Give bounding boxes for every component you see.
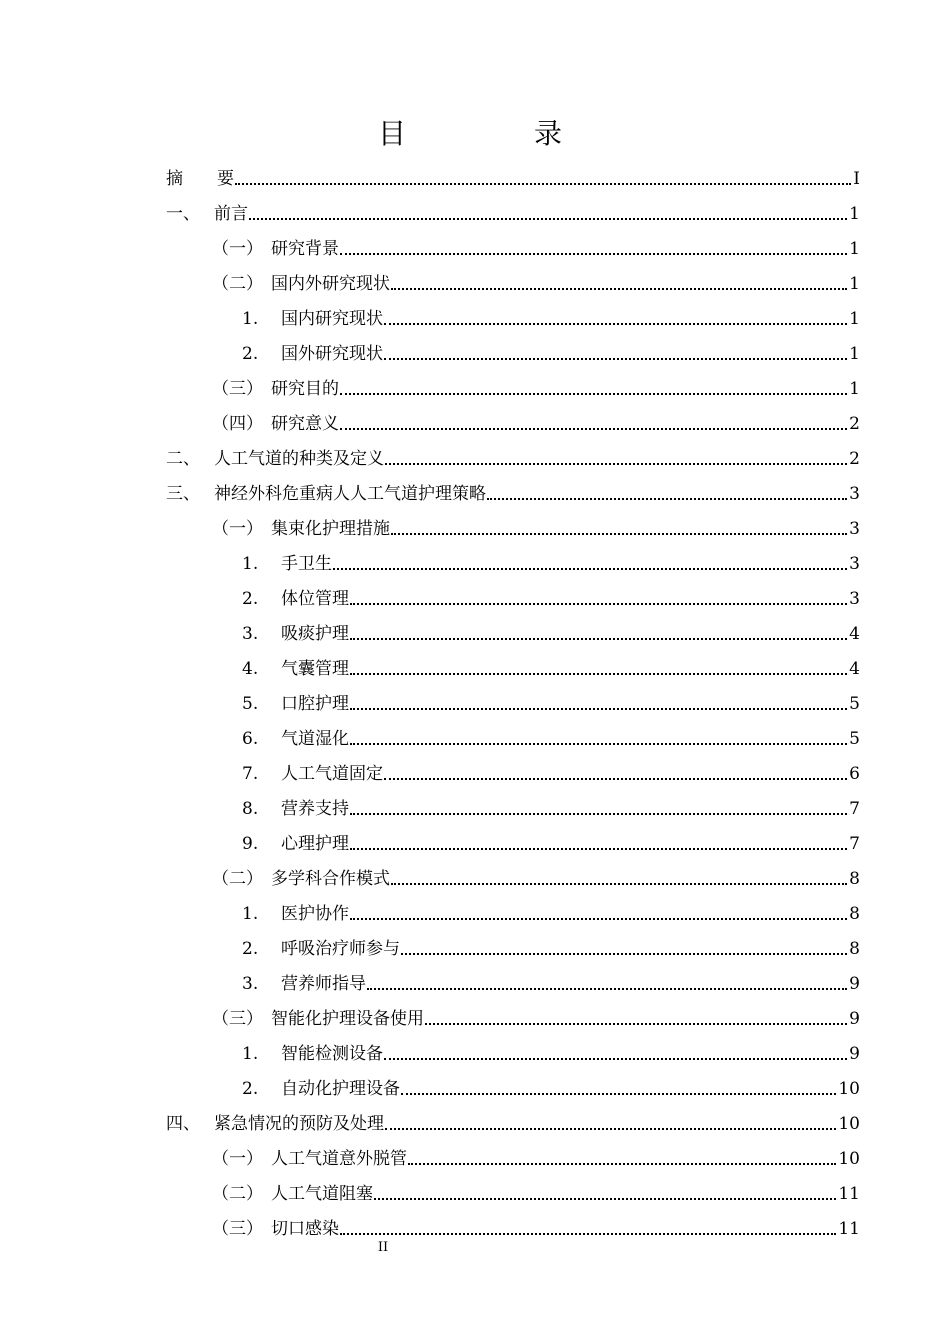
- toc-entry-number: 4.: [242, 659, 259, 679]
- toc-entry-number: 摘 要: [166, 169, 234, 189]
- dot-leader: [340, 1232, 836, 1235]
- dot-leader: [384, 1057, 847, 1060]
- toc-entry-title: 营养师指导: [281, 974, 366, 994]
- toc-entry[interactable]: [212, 370, 860, 400]
- toc-entry-page: 1: [849, 274, 860, 294]
- toc-entry-title: 紧急情况的预防及处理: [214, 1114, 384, 1134]
- toc-entry-title: 手卫生: [281, 554, 332, 574]
- toc-entry-page: 3: [849, 519, 860, 539]
- dot-leader: [408, 1162, 836, 1165]
- toc-entry-page: 4: [849, 659, 860, 679]
- toc-entry-title: 气道湿化: [281, 729, 349, 749]
- dot-leader: [385, 1127, 836, 1130]
- toc-entry-number: 2.: [242, 589, 259, 609]
- toc-entry[interactable]: [166, 160, 860, 190]
- toc-entry[interactable]: [166, 195, 860, 225]
- toc-entry[interactable]: [242, 580, 860, 610]
- toc-entry-number: （一）: [212, 1149, 263, 1169]
- toc-entry-title: 切口感染: [271, 1219, 339, 1239]
- toc-entry-title: 气囊管理: [281, 659, 349, 679]
- toc-entry[interactable]: [212, 1175, 860, 1205]
- toc-entry-page: 10: [838, 1114, 860, 1134]
- dot-leader: [350, 742, 847, 745]
- toc-entry-number: 5.: [242, 694, 259, 714]
- toc-entry-page: 1: [849, 309, 860, 329]
- toc-entry-page: 5: [849, 694, 860, 714]
- dot-leader: [350, 602, 847, 605]
- toc-entry-title: 体位管理: [281, 589, 349, 609]
- toc-entry[interactable]: [212, 1140, 860, 1170]
- toc-entry-number: （三）: [212, 1009, 263, 1029]
- toc-entry-title: 国内外研究现状: [271, 274, 390, 294]
- dot-leader: [391, 287, 847, 290]
- toc-entry-page: 2: [849, 449, 860, 469]
- toc-entry[interactable]: [242, 1035, 860, 1065]
- toc-entry-number: 9.: [242, 834, 259, 854]
- toc-entry-title: 自动化护理设备: [281, 1079, 400, 1099]
- toc-entry-page: 3: [849, 484, 860, 504]
- toc-entry[interactable]: [242, 650, 860, 680]
- dot-leader: [340, 392, 847, 395]
- toc-entry-title: 呼吸治疗师参与: [281, 939, 400, 959]
- toc-entry-page: 1: [849, 379, 860, 399]
- toc-entry[interactable]: [212, 860, 860, 890]
- toc-entry-page: 2: [849, 414, 860, 434]
- toc-entry-title: 人工气道意外脱管: [271, 1149, 407, 1169]
- dot-leader: [340, 427, 847, 430]
- toc-entry-page: 1: [849, 204, 860, 224]
- toc-entry-number: （二）: [212, 274, 263, 294]
- toc-entry-title: 集束化护理措施: [271, 519, 390, 539]
- toc-entry[interactable]: [242, 335, 860, 365]
- toc-entry-number: 1.: [242, 309, 259, 329]
- toc-entry-page: 5: [849, 729, 860, 749]
- toc-entry-number: 3.: [242, 624, 259, 644]
- toc-entry[interactable]: [242, 685, 860, 715]
- dot-leader: [384, 322, 847, 325]
- toc-entry[interactable]: [242, 615, 860, 645]
- toc-entry-page: 3: [849, 589, 860, 609]
- toc-entry-page: 9: [849, 1009, 860, 1029]
- toc-entry-title: 神经外科危重病人人工气道护理策略: [214, 484, 486, 504]
- toc-entry-title: 国内研究现状: [281, 309, 383, 329]
- dot-leader: [487, 497, 847, 500]
- toc-entry-title: 吸痰护理: [281, 624, 349, 644]
- toc-entry-title: 人工气道阻塞: [271, 1184, 373, 1204]
- dot-leader: [367, 987, 847, 990]
- toc-entry-number: 3.: [242, 974, 259, 994]
- toc-entry-title: 研究目的: [271, 379, 339, 399]
- toc-entry-number: 8.: [242, 799, 259, 819]
- toc-entry-number: （一）: [212, 519, 263, 539]
- dot-leader: [350, 707, 847, 710]
- toc-entry-number: 1.: [242, 554, 259, 574]
- toc-entry-title: 智能化护理设备使用: [271, 1009, 424, 1029]
- toc-entry-page: 9: [849, 974, 860, 994]
- dot-leader: [425, 1022, 847, 1025]
- toc-entry[interactable]: [242, 930, 860, 960]
- toc-entry-number: 2.: [242, 344, 259, 364]
- dot-leader: [384, 357, 847, 360]
- toc-entry-number: （二）: [212, 869, 263, 889]
- toc-entry-title: 人工气道固定: [281, 764, 383, 784]
- toc-entry-title: 智能检测设备: [281, 1044, 383, 1064]
- toc-title: 目 录: [377, 117, 612, 150]
- toc-entry-page: 1: [849, 344, 860, 364]
- dot-leader: [374, 1197, 836, 1200]
- toc-entry[interactable]: [242, 965, 860, 995]
- toc-entry[interactable]: [212, 1210, 860, 1240]
- toc-entry[interactable]: [212, 405, 860, 435]
- toc-entry[interactable]: [212, 510, 860, 540]
- dot-leader: [333, 567, 847, 570]
- toc-entry-title: 研究意义: [271, 414, 339, 434]
- toc-entry-title: 医护协作: [281, 904, 349, 924]
- toc-entry-number: （二）: [212, 1184, 263, 1204]
- toc-entry-page: 9: [849, 1044, 860, 1064]
- dot-leader: [385, 462, 847, 465]
- toc-entry-page: 7: [849, 834, 860, 854]
- dot-leader: [235, 182, 851, 185]
- toc-entry[interactable]: [242, 300, 860, 330]
- toc-entry-page: 8: [849, 904, 860, 924]
- toc-entry-number: 四、: [166, 1114, 200, 1134]
- toc-entry-number: （三）: [212, 379, 263, 399]
- dot-leader: [350, 637, 847, 640]
- toc-entry-number: 2.: [242, 1079, 259, 1099]
- toc-entry-number: 1.: [242, 904, 259, 924]
- dot-leader: [249, 217, 847, 220]
- toc-entry-page: 6: [849, 764, 860, 784]
- toc-entry[interactable]: [166, 1105, 860, 1135]
- toc-entry-title: 人工气道的种类及定义: [214, 449, 384, 469]
- toc-entry-number: （四）: [212, 414, 263, 434]
- toc-entry[interactable]: [242, 720, 860, 750]
- toc-entry-number: （三）: [212, 1219, 263, 1239]
- toc-entry[interactable]: [242, 545, 860, 575]
- toc-entry-page: 8: [849, 869, 860, 889]
- toc-entry[interactable]: [242, 1070, 860, 1100]
- toc-entry-page: 7: [849, 799, 860, 819]
- toc-entry-page: 3: [849, 554, 860, 574]
- dot-leader: [350, 847, 847, 850]
- toc-entry-number: （一）: [212, 239, 263, 259]
- toc-entry-title: 营养支持: [281, 799, 349, 819]
- dot-leader: [391, 882, 847, 885]
- toc-entry-page: 4: [849, 624, 860, 644]
- toc-entry[interactable]: [212, 265, 860, 295]
- toc-entry-page: 10: [838, 1079, 860, 1099]
- toc-entry-title: 多学科合作模式: [271, 869, 390, 889]
- toc-entry-page: 11: [838, 1184, 860, 1204]
- toc-entry[interactable]: [212, 230, 860, 260]
- toc-entry[interactable]: [242, 790, 860, 820]
- toc-entry-number: 2.: [242, 939, 259, 959]
- toc-entry[interactable]: [212, 1000, 860, 1030]
- toc-entry-page: I: [853, 169, 860, 189]
- toc-entry-title: 国外研究现状: [281, 344, 383, 364]
- toc-entry-title: 研究背景: [271, 239, 339, 259]
- toc-entry-page: 10: [838, 1149, 860, 1169]
- dot-leader: [391, 532, 847, 535]
- toc-entry-number: 1.: [242, 1044, 259, 1064]
- toc-entry-number: 三、: [166, 484, 200, 504]
- toc-entry-page: 8: [849, 939, 860, 959]
- toc-entry-number: 一、: [166, 204, 200, 224]
- page-number: II: [377, 1240, 389, 1255]
- toc-entry-title: 前言: [214, 204, 248, 224]
- dot-leader: [401, 952, 847, 955]
- toc-entry-number: 6.: [242, 729, 259, 749]
- toc-entry[interactable]: [242, 755, 860, 785]
- toc-entry[interactable]: [166, 475, 860, 505]
- toc-entry-page: 1: [849, 239, 860, 259]
- toc-entry-number: 二、: [166, 449, 200, 469]
- dot-leader: [350, 672, 847, 675]
- dot-leader: [340, 252, 847, 255]
- toc-entry[interactable]: [242, 895, 860, 925]
- toc-entry-title: 口腔护理: [281, 694, 349, 714]
- toc-entry-number: 7.: [242, 764, 259, 784]
- toc-entry[interactable]: [166, 440, 860, 470]
- toc-entry-page: 11: [838, 1219, 860, 1239]
- dot-leader: [350, 917, 847, 920]
- dot-leader: [350, 812, 847, 815]
- dot-leader: [401, 1092, 836, 1095]
- toc-entry-title: 心理护理: [281, 834, 349, 854]
- toc-entry[interactable]: [242, 825, 860, 855]
- dot-leader: [384, 777, 847, 780]
